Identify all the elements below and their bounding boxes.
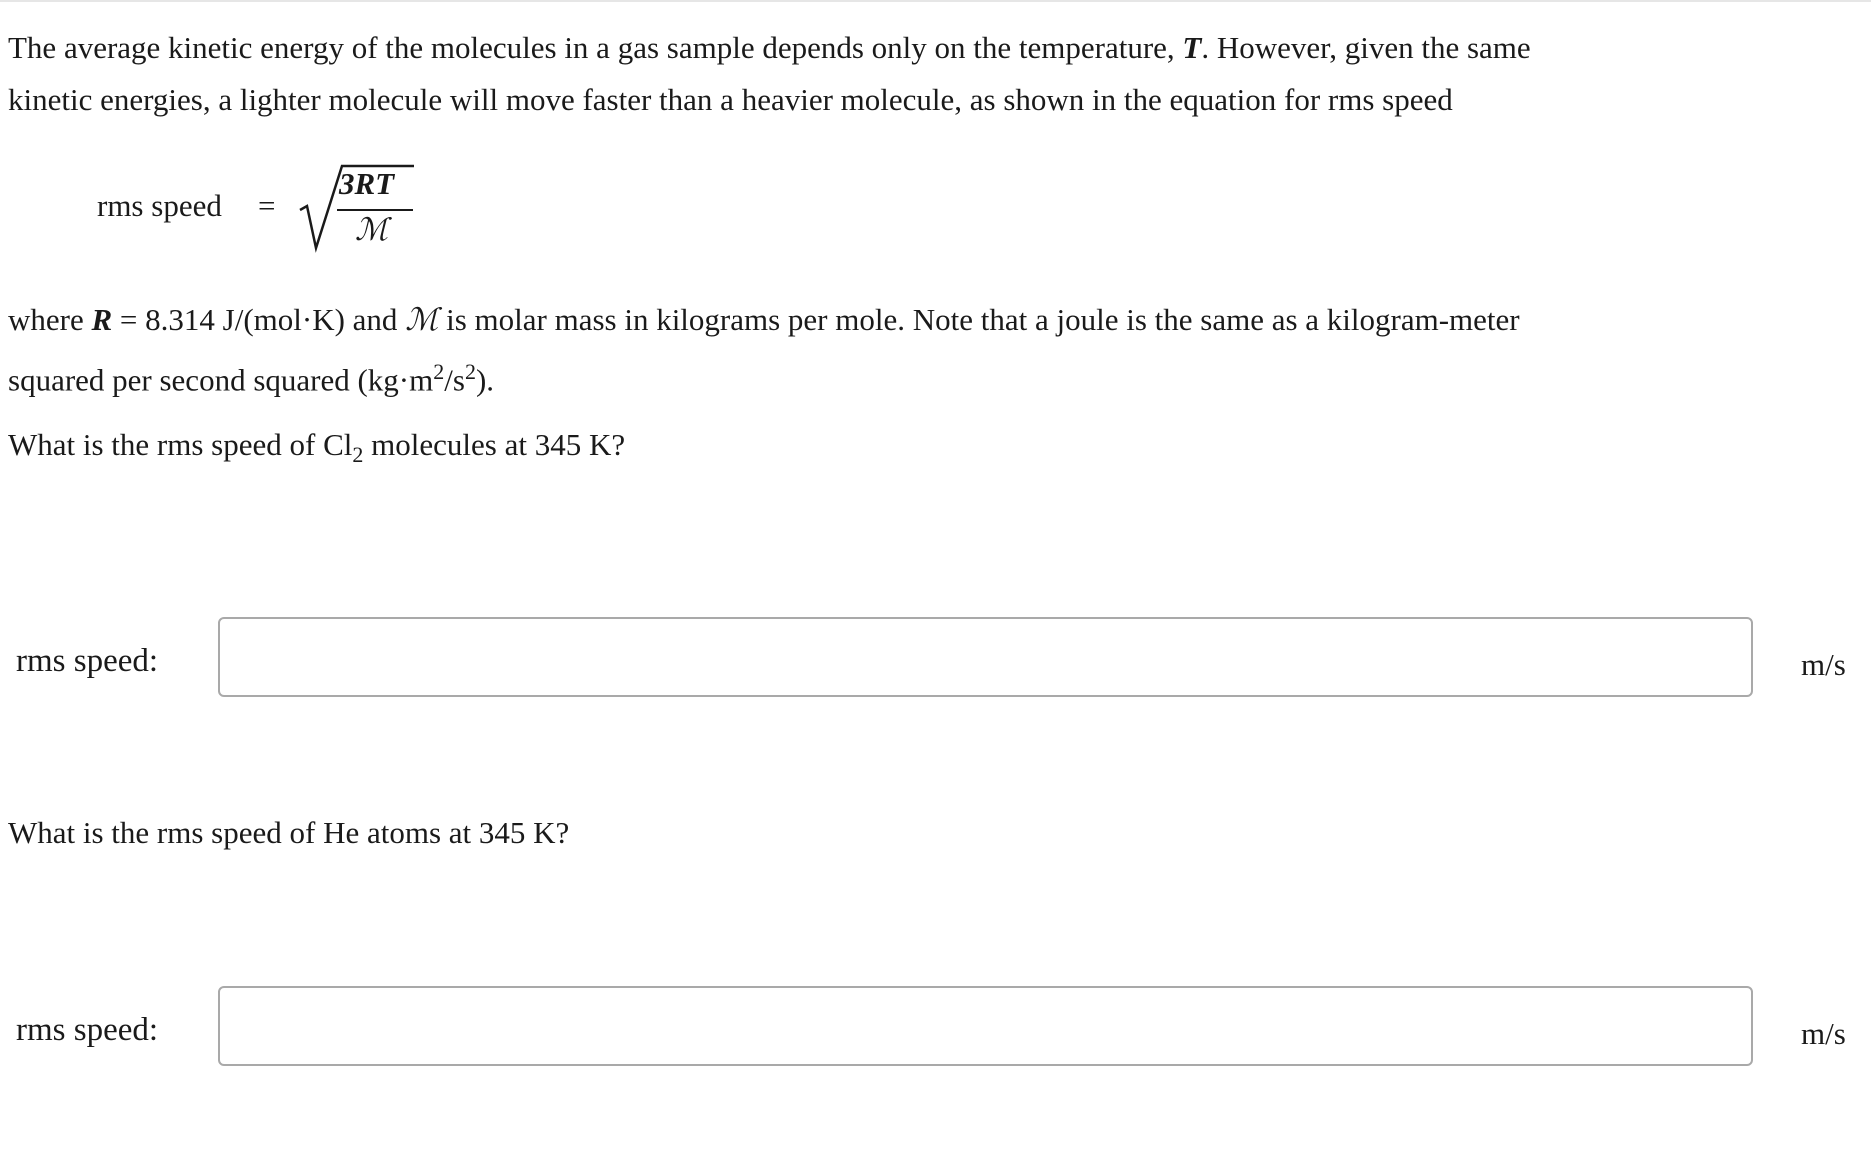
rms-speed-cl2-input[interactable] <box>218 617 1753 697</box>
equation-equals: = <box>258 188 276 223</box>
answer2-label: rms speed: <box>16 1012 159 1048</box>
intro-line-2: kinetic energies, a lighter molecule will move faster than a heavier molecule, as shown in the equation for rms speed <box>8 82 1453 117</box>
answer1-unit: m/s <box>1801 647 1846 682</box>
equation-lhs: rms speed <box>97 188 222 223</box>
fraction-bar <box>337 209 413 211</box>
equation-numerator: 3RT <box>339 166 395 201</box>
question-cl2: What is the rms speed of $Cl_2$ molecules at 345 K? <box>8 427 626 468</box>
answer1-label: rms speed: <box>16 643 159 679</box>
answer2-unit: m/s <box>1801 1016 1846 1051</box>
rms-speed-he-input[interactable] <box>218 986 1753 1066</box>
equation-denominator: ℳ <box>355 212 389 247</box>
where-line-1: where R = 8.314 J/(mol·K) and ℳ is molar mass in kilograms per mole. Note that a joule is the same as a kilogram-meter <box>8 302 1520 337</box>
top-divider <box>0 0 1871 2</box>
question-he: What is the rms speed of He atoms at 345 K? <box>8 815 570 850</box>
where-line-2: squared per second squared $(kg\cdot m^2/s^2)$. <box>8 359 495 398</box>
intro-line-1: The average kinetic energy of the molecules in a gas sample depends only on the temperature, T. However, given the same <box>8 30 1531 65</box>
